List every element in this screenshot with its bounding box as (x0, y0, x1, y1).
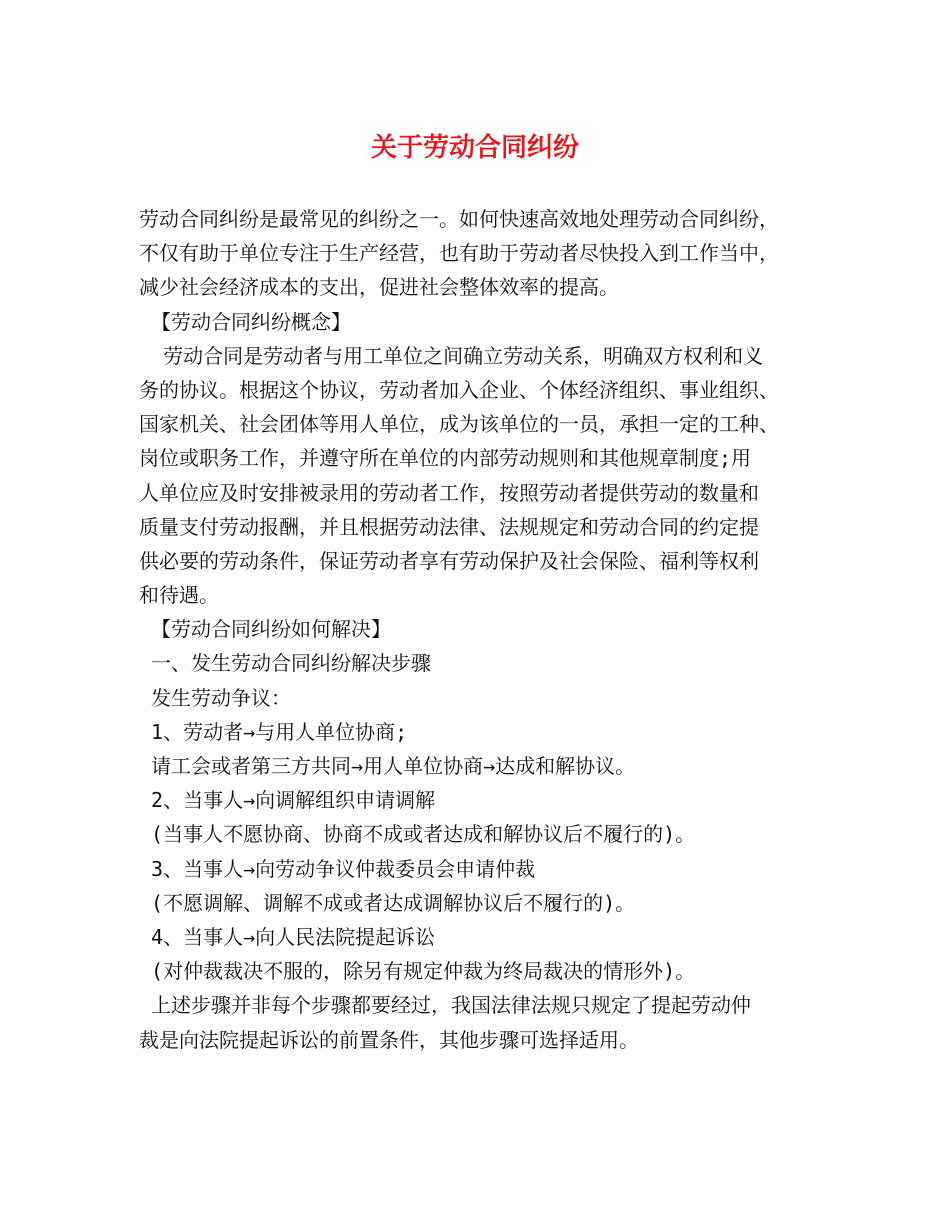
step-note: (对仲裁裁决不服的，除另有规定仲裁为终局裁决的情形外)。 (139, 959, 696, 984)
document-body (139, 202, 829, 1057)
step-note: (当事人不愿协商、协商不成或者达成和解协议后不履行的)。 (139, 822, 696, 847)
subsection-heading: 一、发生劳动合同纠纷解决步骤 (139, 651, 432, 676)
step-item: 3、当事人→向劳动争议仲裁委员会申请仲裁 (139, 856, 536, 881)
paragraph-line: 人单位应及时安排被录用的劳动者工作，按照劳动者提供劳动的数量和 (139, 480, 759, 505)
paragraph-line: 减少社会经济成本的支出，促进社会整体效率的提高。 (139, 275, 619, 300)
section-heading: 【劳动合同纠纷如何解决】 (139, 617, 392, 642)
paragraph-line: 和待遇。 (139, 583, 219, 608)
step-item: 2、当事人→向调解组织申请调解 (139, 788, 436, 813)
step-note: (不愿调解、调解不成或者达成调解协议后不履行的)。 (139, 890, 636, 915)
document-title: 关于劳动合同纠纷 (370, 133, 579, 163)
paragraph-line: 务的协议。根据这个协议，劳动者加入企业、个体经济组织、事业组织、 (139, 377, 779, 402)
paragraph-line: 不仅有助于单位专注于生产经营，也有助于劳动者尽快投入到工作当中， (139, 241, 779, 266)
paragraph-line: 裁是向法院提起诉讼的前置条件，其他步骤可选择适用。 (139, 1027, 639, 1052)
paragraph-line: 国家机关、社会团体等用人单位，成为该单位的一员，承担一定的工种、 (139, 412, 779, 437)
section-heading: 【劳动合同纠纷概念】 (139, 309, 352, 334)
paragraph-line: 劳动合同是劳动者与用工单位之间确立劳动关系，明确双方权利和义 (139, 343, 764, 368)
paragraph-line: 岗位或职务工作，并遵守所在单位的内部劳动规则和其他规章制度;用 (139, 446, 752, 471)
paragraph-line: 质量支付劳动报酬，并且根据劳动法律、法规规定和劳动合同的约定提 (139, 514, 759, 539)
paragraph-line: 上述步骤并非每个步骤都要经过，我国法律法规只规定了提起劳动仲 (139, 993, 752, 1018)
step-item: 4、当事人→向人民法院提起诉讼 (139, 924, 436, 949)
paragraph-line: 供必要的劳动条件，保证劳动者享有劳动保护及社会保险、福利等权利 (139, 548, 759, 573)
step-note: 请工会或者第三方共同→用人单位协商→达成和解协议。 (139, 754, 636, 778)
paragraph-line: 劳动合同纠纷是最常见的纠纷之一。如何快速高效地处理劳动合同纠纷， (139, 207, 779, 231)
step-item: 1、劳动者→与用人单位协商; (139, 719, 408, 744)
paragraph-line: 发生劳动争议： (139, 685, 292, 710)
